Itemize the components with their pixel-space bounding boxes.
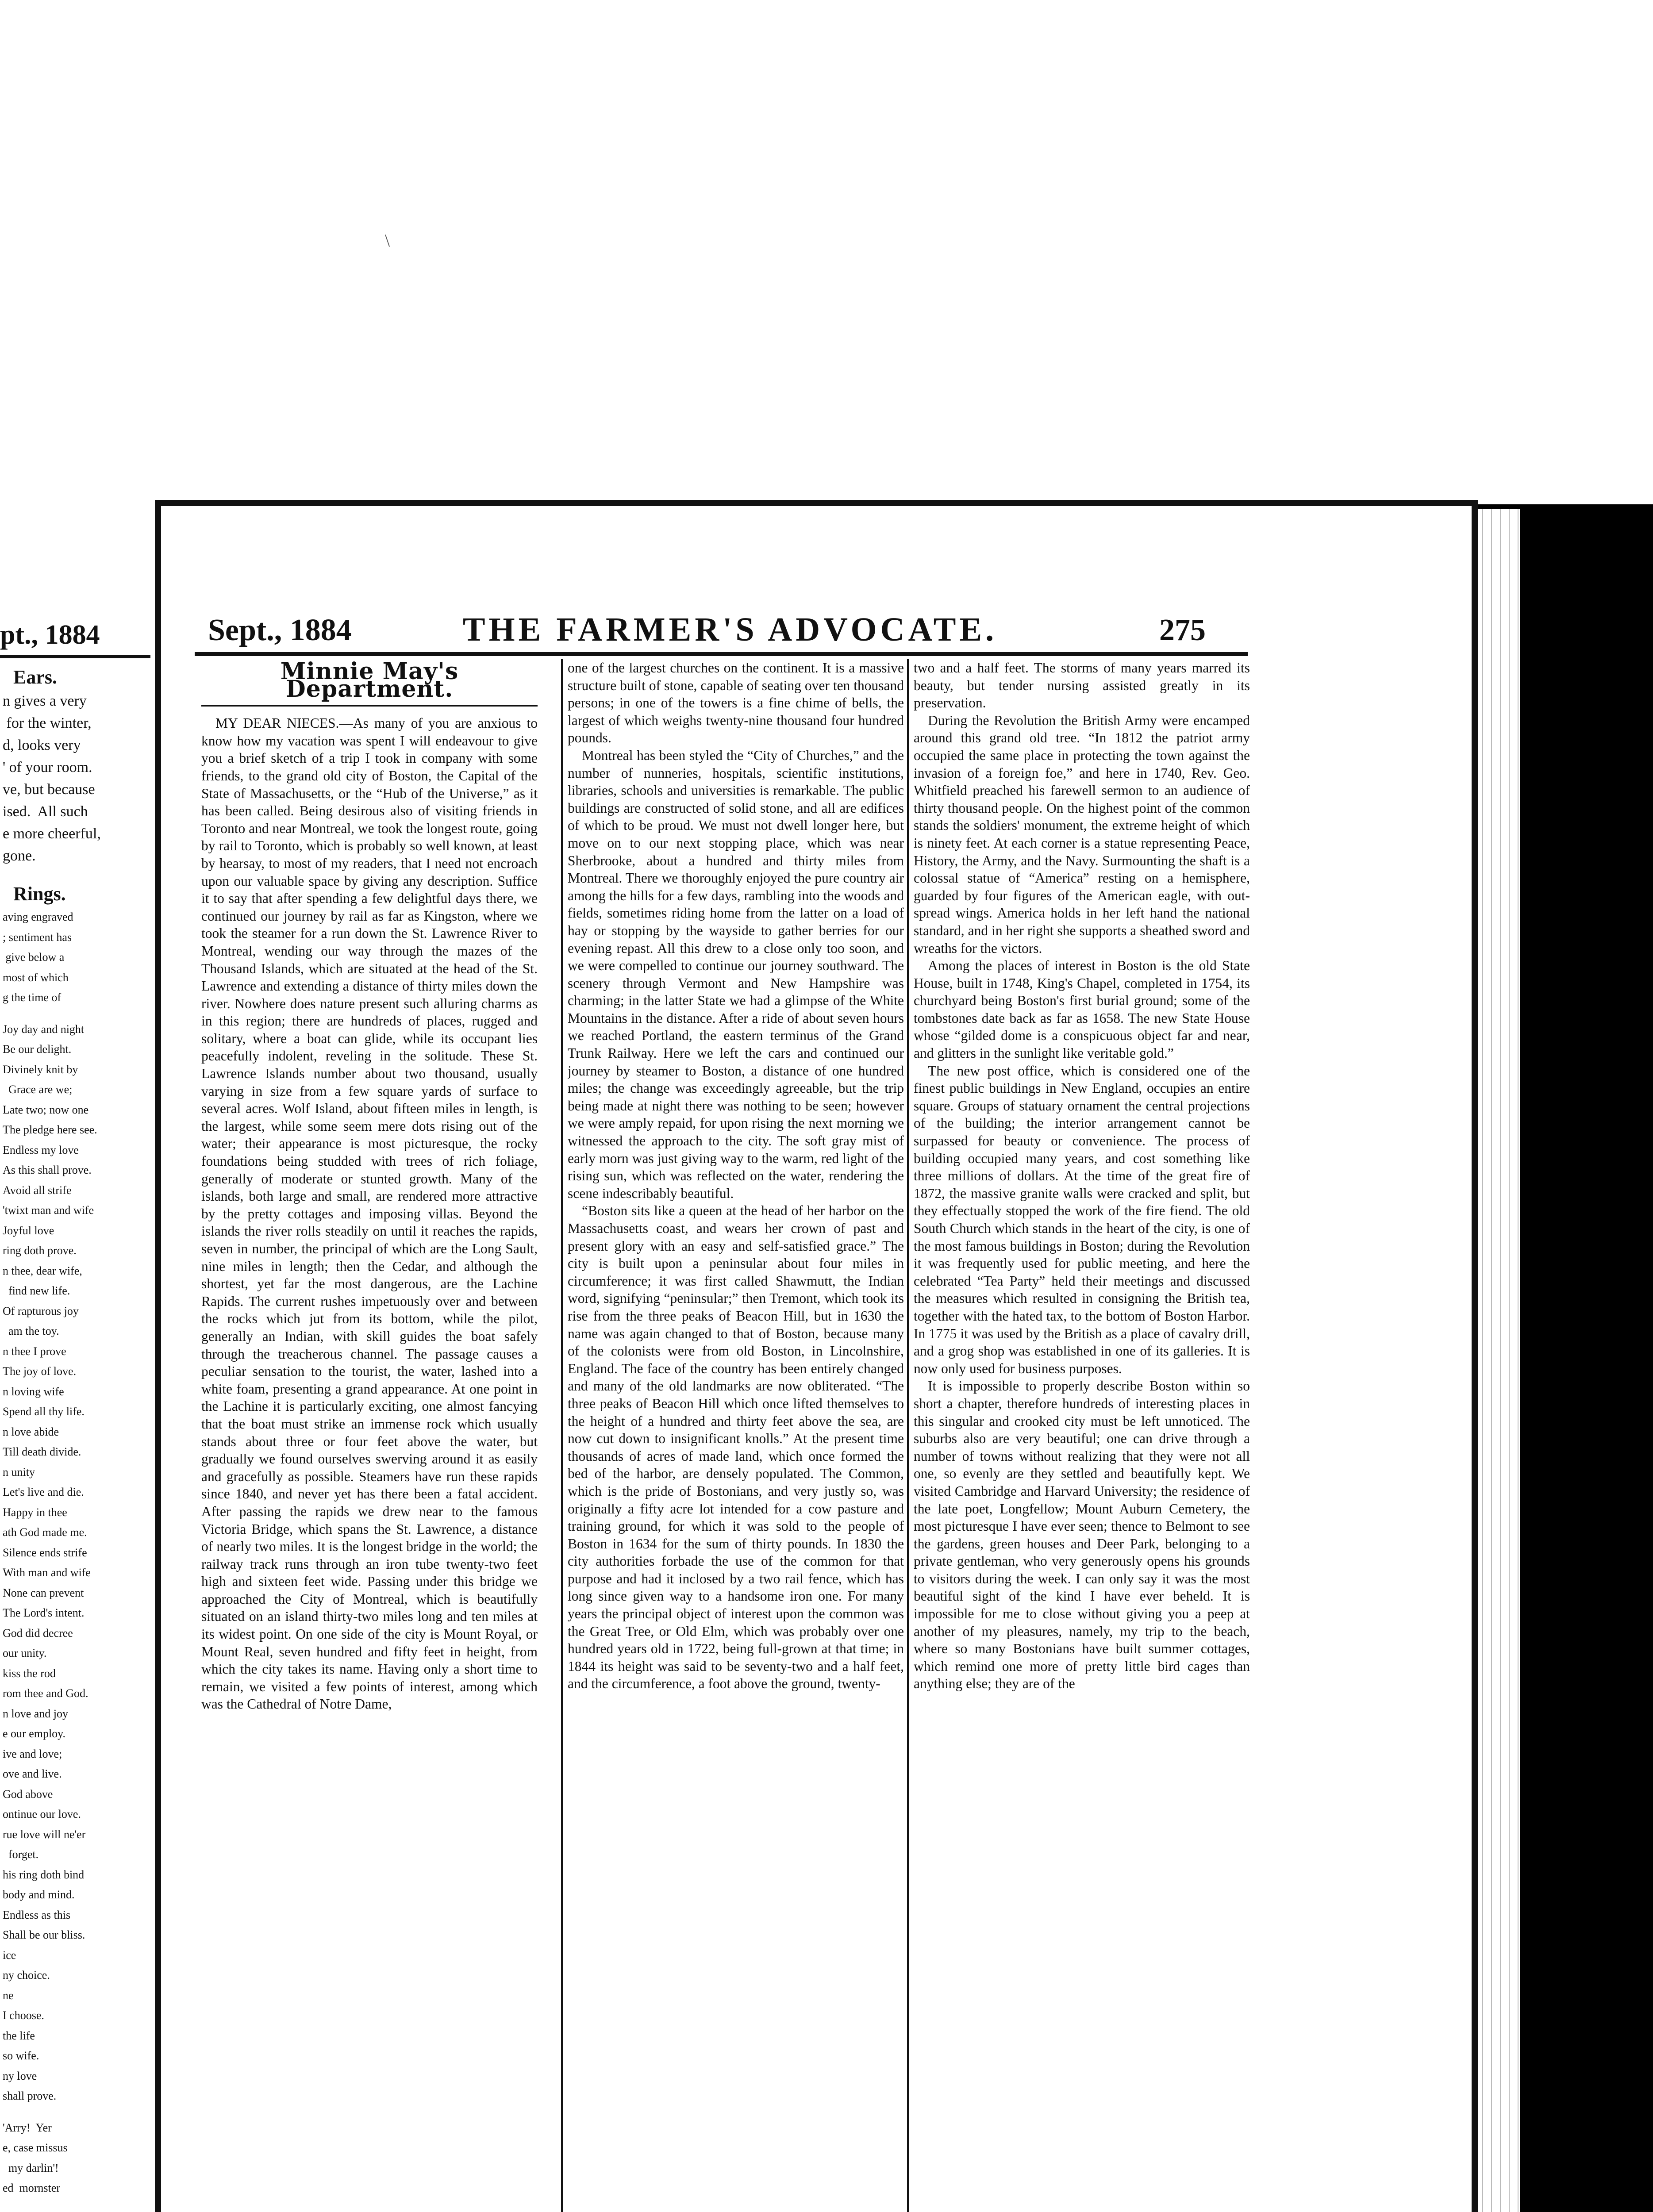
fragment-line <box>3 1008 149 1019</box>
fragment-line <box>3 2106 149 2118</box>
paragraph: one of the largest churches on the continent. It is a massive structure built of stone, capable of seating over ten thousand persons; in one of the towers is a fine chime of bells, the largest of which weighs twenty-nine thousand four hundred pounds. <box>568 660 904 746</box>
fragment-line: ontinue our love. <box>3 1808 81 1820</box>
paragraph: It is impossible to properly describe Boston within so short a chapter, therefore hundreds of interesting places in this singular and crooked city must be left unnoticed. The suburbs also are very beautiful; one can drive through a number of towns without realizing that they were not all one, so evenly are they settled and beautifully kept. We visited Cambridge and Harvard University; the residence of the late poet, Longfellow; Mount Auburn Cemetery, the most picturesque I have ever seen; thence to Belmont to see the gardens, green houses and Deer Park, belonging to a private gentleman, who very generously opens his grounds to visitors during the week. I can only say it was the most beautiful sight of the kind I have ever beheld. It is impossible for me to close without giving you a peep at another of my pleasures, namely, my trip to the beach, where so many Bostonians have built summer cottages, which remind one more of pretty little bird cages than anything else; they are of the <box>914 1378 1250 1692</box>
fragment-line: Divinely knit by <box>3 1063 78 1076</box>
paragraph: During the Revolution the British Army were encamped around this grand old tree. “In 1812 the patriot army occupied the same place in protecting the town against the invasion of a foreign foe,” and here in 1740, Rev. Geo. Whitfield preached his farewell sermon to an audience of thirty thousand people. On the highest point of the common stands the soldiers' monument, the extreme height of which is ninety feet. At each corner is a statue representing Peace, History, the Army, and the Navy. Surmounting the shaft is a colossal statue of “America” resting on a hemisphere, guarded by four figures of the American eagle, with out-spread wings. America holds in her left hand the national standard, and in her right she supports a sheathed sword and wreaths for the victors. <box>914 712 1250 956</box>
fragment-line: n thee I prove <box>3 1344 66 1358</box>
fragment-line: n love and joy <box>3 1707 69 1720</box>
fragment-line: ny love <box>3 2069 37 2082</box>
fragment-line: give below a <box>3 951 65 964</box>
fragment-line: Joyful love <box>3 1224 54 1237</box>
fragment-line: The pledge here see. <box>3 1123 97 1136</box>
left-heading-ears: Ears. <box>13 666 57 688</box>
left-fragment-1 <box>3 690 149 867</box>
paragraph: The new post office, which is considered one of the finest public buildings in New England, occupies an entire square. Groups of statuary ornament the central projections of the building; the interior arrangement cannot be surpassed for beauty or convenience. The process of building occupied many years, and cost something like three millions of dollars. At the time of the great fire of 1872, the massive granite walls were cracked and split, but they effectually stopped the work of the fire fiend. The old South Church which stands in the heart of the city, is one of the most famous buildings in Boston; during the Revolution it was frequently used for public meeting, and here the celebrated “Tea Party” held their meetings and discussed the measures which resulted in consigning the British tea, together with the hated tax, to the bottom of Boston Harbor. In 1775 it was used by the British as a place of cavalry drill, and a grog shop was established in one of its galleries. It is now only used for business purposes. <box>914 1063 1250 1376</box>
fragment-line: ised. All such <box>3 803 88 820</box>
column-1-body <box>201 714 538 1713</box>
fragment-line: Till death divide. <box>3 1445 81 1458</box>
left-heading-rings: Rings. <box>13 883 66 905</box>
paragraph: “Boston sits like a queen at the head of her harbor on the Massachusetts coast, and wears her crown of past and present glory with an easy and self-satisfied grace.” The city is built upon a peninsular about four miles in circumference; it was first called Shawmutt, the Indian word, signifying “peninsular;” then Tremont, which took its rise from the three peaks of Beacon Hill, but in 1630 the name was again changed to that of Boston, because many of the colonists were from old Boston, in Lincolnshire, England. The face of the country has been entirely changed and many of the old landmarks are now obliterated. “The three peaks of Beacon Hill which once lifted themselves to the height of a hundred and thirty feet above the sea, are now cut down to insignificant knolls.” At the present time thousands of acres of made land, which once formed the bed of the harbor, are densely populated. The Common, which is the pride of Bostonians, and very justly so, was originally a fifty acre lot intended for a cow pasture and training ground, for which it was sold to the people of Boston in 1634 for the sum of thirty pounds. In 1830 the city authorities forbade the use of the common for that purpose and had it inclosed by a two rail fence, which has long since given way to a handsome iron one. For many years the principal object of interest upon the common was the Great Tree, or Old Elm, which was probably over one hundred years old in 1722, being full-grown at that time; in 1844 its height was said to be seventy-two and a half feet, and the circumference, a foot above the ground, twenty- <box>568 1203 904 1692</box>
column-2 <box>568 659 904 2212</box>
fragment-line: rom thee and God. <box>3 1687 88 1700</box>
fragment-line: find new life. <box>3 1284 70 1297</box>
fragment-line: Silence ends strife <box>3 1546 87 1559</box>
fragment-line: n gives a very <box>3 693 87 709</box>
fragment-line: ove and live. <box>3 1767 62 1780</box>
column-rule-1 <box>561 659 563 2212</box>
fragment-line: n unity <box>3 1465 35 1479</box>
fragment-line: With man and wife <box>3 1566 91 1579</box>
fragment-line: the life <box>3 2029 35 2042</box>
fragment-line: forget. <box>3 1848 39 1861</box>
fragment-line: e, case missus <box>3 2141 68 2154</box>
fragment-line: d, looks very <box>3 737 81 753</box>
paragraph: two and a half feet. The storms of many years marred its beauty, but tender nursing assisted greatly in its preservation. <box>914 660 1250 711</box>
fragment-line: our unity. <box>3 1647 47 1659</box>
upper-margin <box>146 0 1653 504</box>
fragment-line: Be our delight. <box>3 1043 72 1056</box>
fragment-line: aving engraved <box>3 910 73 923</box>
fragment-line: my darlin'! <box>3 2161 59 2174</box>
page-number: 275 <box>1159 613 1206 647</box>
fragment-line: gone. <box>3 848 36 864</box>
fragment-line: body and mind. <box>3 1888 75 1901</box>
fragment-line: am the toy. <box>3 1325 59 1337</box>
fragment-line: ; sentiment has <box>3 930 72 944</box>
left-fragment-2 <box>3 907 149 2198</box>
fragment-line: None can prevent <box>3 1586 84 1599</box>
fragment-line: Happy in thee <box>3 1505 67 1519</box>
fragment-line: rue love will ne'er <box>3 1828 86 1841</box>
fragment-line: God above <box>3 1787 53 1801</box>
header-date: Sept., 1884 <box>208 613 352 647</box>
department-title: Minnie May's Department. <box>201 659 538 707</box>
pencil-mark: \ <box>385 230 390 250</box>
masthead-title: THE FARMER'S ADVOCATE. <box>462 611 998 648</box>
fragment-line: Spend all thy life. <box>3 1405 85 1418</box>
fragment-line: ve, but because <box>3 781 95 798</box>
fragment-line: Endless as this <box>3 1908 71 1921</box>
fragment-line: ' of your room. <box>3 759 92 776</box>
fragment-line: Late two; now one <box>3 1103 89 1116</box>
column-rule-2 <box>907 659 909 2212</box>
fragment-line: Let's live and die. <box>3 1486 84 1498</box>
left-page-rule <box>0 655 150 658</box>
fragment-line: As this shall prove. <box>3 1164 92 1176</box>
fragment-line: g the time of <box>3 991 62 1004</box>
fragment-line: ath God made me. <box>3 1526 87 1539</box>
fragment-line: 'twixt man and wife <box>3 1204 94 1217</box>
column-3 <box>914 659 1250 2212</box>
fragment-line: The joy of love. <box>3 1365 77 1378</box>
fragment-line: n loving wife <box>3 1385 64 1398</box>
fragment-line: The Lord's intent. <box>3 1606 85 1619</box>
fragment-line: Shall be our bliss. <box>3 1928 85 1941</box>
fragment-line: kiss the rod <box>3 1667 56 1680</box>
fragment-line: e our employ. <box>3 1727 65 1740</box>
fragment-line: e more cheerful, <box>3 826 101 842</box>
fragment-line: ring doth prove. <box>3 1244 77 1257</box>
fragment-line: ice <box>3 1948 16 1962</box>
fragment-line: Joy day and night <box>3 1022 85 1036</box>
fragment-line: n love abide <box>3 1425 59 1438</box>
left-page-date: pt., 1884 <box>0 620 100 650</box>
fragment-line: God did decree <box>3 1626 73 1640</box>
fragment-line: so wife. <box>3 2049 39 2062</box>
header-rule <box>195 652 1248 656</box>
fragment-line: Endless my love <box>3 1143 79 1156</box>
fragment-line: shall prove. <box>3 2089 57 2102</box>
fragment-line: Of rapturous joy <box>3 1304 79 1317</box>
column-1 <box>201 659 538 2212</box>
fragment-line: ny choice. <box>3 1969 50 1982</box>
fragment-line: his ring doth bind <box>3 1868 85 1881</box>
fragment-line: Grace are we; <box>3 1083 73 1096</box>
fragment-line: most of which <box>3 971 69 984</box>
fragment-line: n thee, dear wife, <box>3 1264 82 1277</box>
fragment-line: ed mornster <box>3 2181 60 2194</box>
fragment-line: 'Arry! Yer <box>3 2121 52 2134</box>
paragraph: Among the places of interest in Boston is the old State House, built in 1748, King's Chapel, completed in 1754, its churchyard being Boston's first burial ground; some of the tombstones date back as far as 1658. The new State House whose “gilded dome is a conspicuous object far and near, and glitters in the sunlight like veritable gold.” <box>914 958 1250 1061</box>
paragraph: MY DEAR NIECES.—As many of you are anxious to know how my vacation was spent I will endeavour to give you a brief sketch of a trip I took in company with some friends, to the grand old city of Boston, the Capital of the State of Massachusetts, or the “Hub of the Universe,” as it has been called. Being desirous also of visiting friends in Toronto and near Montreal, we took the longest route, going by rail to Toronto, which is probably so well known, at least by hearsay, to most of my readers, that I need not encroach upon our valuable space by giving any description. Suffice it to say that after spending a few delightful days there, we continued our journey by rail as far as Kingston, where we took the steamer for a run down the St. Lawrence River to Montreal, wending our way through the mazes of the Thousand Islands, which are situated at the head of the St. Lawrence and extending a distance of thirty miles down the river. Nowhere does nature present such alluring charms as in this region; there are hundreds of places, rugged and solitary, where a boat can glide, while its occupant lies peacefully indolent, reveling in the solitude. These St. Lawrence Islands number about two thousand, usually varying in size from a few square yards of surface to several acres. Wolf Island, about fifteen miles in length, is the largest, while some seem mere dots rising out of the water; their appearance is most picturesque, the rocky foundations being studded with trees of rich foliage, generally of moderate or stunted growth. Many of the islands, both large and small, are rendered more attractive by the pretty cottages and imposing villas. Beyond the islands the river rolls steadily on until it reaches the rapids, seven in number, the principal of which are the Long Sault, nine miles in length; then the Cedar, and although the shortest, yet far the most dangerous, are the Lachine Rapids. The current rushes impetuously over and between the rocks which jut from its bottom, while the pilot, generally an Indian, with skill guides the boat safely through the treacherous channel. The passage causes a peculiar sensation to the tourist, the water, lashed into a white foam, presenting a grand appearance. At one point in the Lachine it is particularly exciting, one almost fancying that the boat must strike an immense rock which usually stands about three or four feet above the water, but gradually we found ourselves swerving around it as easily and gracefully as possible. Steamers have run these rapids since 1840, and never yet has there been a fatal accident. After passing the rapids we drew near to the famous Victoria Bridge, which spans the St. Lawrence, a distance of nearly two miles. It is the longest bridge in the world; the railway track runs through an iron tube twenty-two feet high and sixteen feet wide. Passing under this bridge we approached the City of Montreal, which is beautifully situated on an island thirty-two miles long and ten miles at its widest point. On one side of the city is Mount Royal, or Mount Real, seven hundred and fifty feet in height, from which the city takes its name. Having only a short time to remain, we visited a few points of interest, among which was the Cathedral of Notre Dame, <box>201 715 538 1712</box>
page-edges <box>1478 509 1520 2212</box>
paragraph: Montreal has been styled the “City of Churches,” and the number of nunneries, hospitals, scientific institutions, libraries, schools and universities is remarkable. The public buildings are constructed of solid stone, and all are edifices of which to be proud. We must not dwell longer here, but move on to our next stopping place, which was near Sherbrooke, about a hundred and thirty miles from Montreal. There we thoroughly enjoyed the pure country air among the hills for a few days, rambling into the woods and fields, sometimes riding home from the latter on a load of hay or stopping by the wayside to gather berries for our evening repast. All this drew to a close only too soon, and we were compelled to continue our journey southward. The scenery through Vermont and New Hampshire was charming; in the latter State we had a glimpse of the White Mountains in the distance. After a ride of about seven hours we reached Portland, the eastern terminus of the Grand Trunk Railway. Here we left the cars and continued our journey by steamer to Boston, a distance of one hundred miles; the change was exceedingly agreeable, but the trip being made at night there was nothing to be seen; however we were amply repaid, for upon rising the next morning we witnessed the approach to the city. The soft gray mist of early morn was just giving way to the warm, red light of the rising sun, which was reflected on the water, rendering the scene indescribably beautiful. <box>568 747 904 1201</box>
fragment-line: ive and love; <box>3 1747 62 1760</box>
fragment-line: for the winter, <box>3 715 92 731</box>
fragment-line: I choose. <box>3 2009 44 2022</box>
fragment-line: Avoid all strife <box>3 1183 72 1197</box>
fragment-line: ne <box>3 1989 14 2002</box>
